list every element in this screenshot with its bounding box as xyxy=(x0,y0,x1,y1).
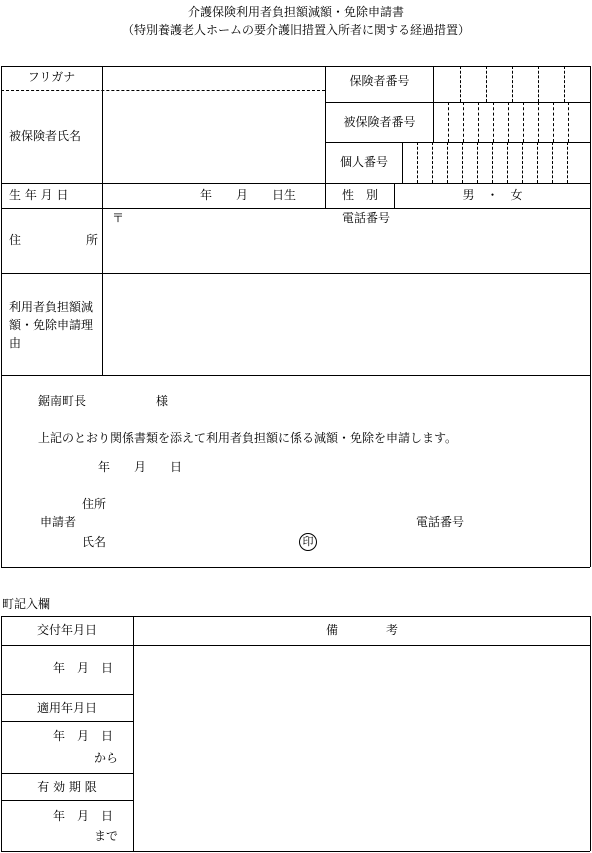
applicable-date-value[interactable]: 年 月 日 xyxy=(53,729,114,743)
addressee-honorific: 様 xyxy=(156,394,169,408)
applicant-label: 申請者 xyxy=(40,515,77,529)
address-phone-label: 電話番号 xyxy=(342,211,391,225)
reason-field[interactable] xyxy=(103,274,590,374)
remarks-field[interactable] xyxy=(134,646,590,851)
issue-date-value[interactable]: 年 月 日 xyxy=(53,661,114,675)
until-label: まで xyxy=(94,829,119,843)
address-label-first: 住 xyxy=(9,233,22,247)
sex-label: 性 別 xyxy=(341,188,378,202)
form-subtitle: （特別養護老人ホームの要介護旧措置入所者に関する経過措置） xyxy=(121,23,470,37)
applicant-name-label: 氏名 xyxy=(82,535,107,549)
application-date[interactable]: 年 月 日 xyxy=(98,460,183,474)
insurer-number-field[interactable] xyxy=(434,67,590,102)
declaration-statement: 上記のとおり関係書類を添えて利用者負担額に係る減額・免除を申請します。 xyxy=(38,431,458,445)
validity-date-value[interactable]: 年 月 日 xyxy=(53,809,114,823)
sex-options[interactable]: 男 ・ 女 xyxy=(462,188,523,202)
applicant-address-label: 住所 xyxy=(82,497,107,511)
insurer-number-label: 保険者番号 xyxy=(349,74,410,88)
from-label: から xyxy=(94,751,119,765)
insured-number-label: 被保険者番号 xyxy=(343,115,416,129)
postal-mark: 〒 xyxy=(112,211,125,225)
remarks-label: 備 考 xyxy=(325,623,398,637)
applicant-phone-label: 電話番号 xyxy=(416,515,465,529)
form-title: 介護保険利用者負担額減額・免除申請書 xyxy=(187,5,404,19)
office-use-heading: 町記入欄 xyxy=(2,597,51,611)
validity-label: 有 効 期 限 xyxy=(37,780,97,794)
personal-number-label: 個人番号 xyxy=(339,155,388,169)
addressee: 鋸南町長 xyxy=(38,394,87,408)
insured-name-label: 被保険者氏名 xyxy=(9,129,82,143)
birthdate-label: 生 年 月 日 xyxy=(9,188,69,202)
address-field[interactable] xyxy=(103,226,590,272)
insured-number-field[interactable] xyxy=(434,103,590,142)
applicable-date-label: 適用年月日 xyxy=(36,701,97,715)
seal-icon: 印 xyxy=(299,533,317,551)
address-label-second: 所 xyxy=(86,233,99,247)
furigana-label: フリガナ xyxy=(27,70,76,84)
reason-label: 利用者負担額減額・免除申請理由 xyxy=(9,300,94,350)
birthdate-format[interactable]: 年 月 日生 xyxy=(200,188,297,202)
issue-date-label: 交付年月日 xyxy=(36,623,97,637)
insured-name-field[interactable] xyxy=(103,91,325,183)
personal-number-field[interactable] xyxy=(403,143,590,183)
furigana-field[interactable] xyxy=(103,70,325,90)
